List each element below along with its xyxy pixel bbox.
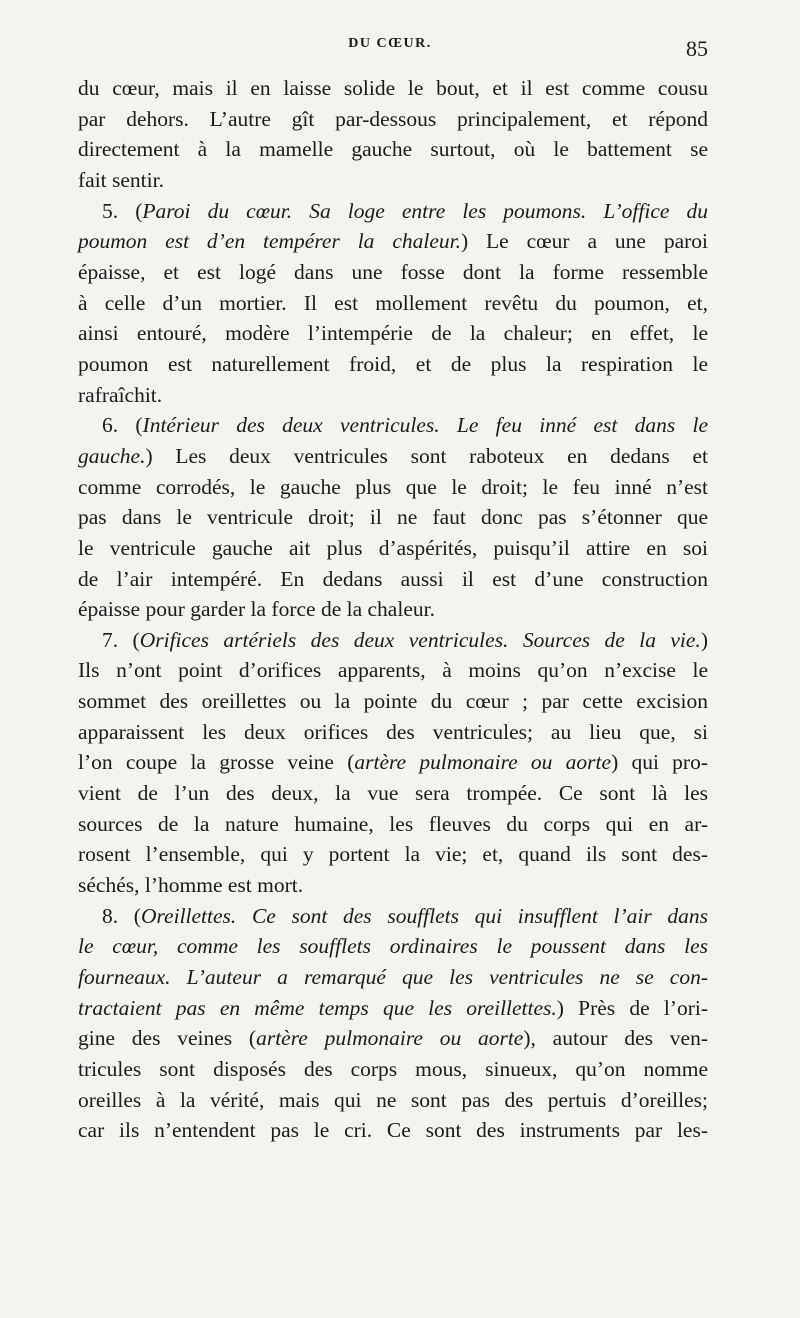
paragraph [78, 410, 708, 625]
text-line [78, 134, 708, 165]
text: gine des veines ( [78, 1026, 257, 1051]
text-line [78, 962, 708, 993]
text-line [78, 778, 708, 809]
text: épaisse, et est logé dans une fosse dont la forme ressemble [78, 259, 708, 284]
running-head [0, 36, 800, 66]
text-line [78, 226, 708, 257]
text: de l’air intempéré. En dedans aussi il est d’une construction [78, 566, 708, 591]
text-line [78, 1054, 708, 1085]
text-line [78, 472, 708, 503]
text-line [78, 870, 708, 901]
text-line [78, 196, 708, 227]
paragraph [78, 73, 708, 196]
italic-text: fourneaux. L’auteur a remarqué que les ventricules ne se con- [78, 965, 708, 990]
text-line [78, 839, 708, 870]
running-title: DU CŒUR. [348, 36, 432, 51]
italic-text: artère pulmonaire ou aorte [354, 750, 612, 775]
text: 6. ( [102, 413, 143, 438]
page-number: 85 [686, 36, 708, 61]
paragraph [78, 901, 708, 1146]
text: par dehors. L’autre gît par-dessous principalement, et répond [78, 106, 708, 131]
text: ) qui pro- [611, 750, 709, 775]
text-line [78, 288, 708, 319]
italic-text: gauche. [78, 443, 146, 468]
text: épaisse pour garder la force de la chaleur. [78, 597, 435, 622]
text: 7. ( [102, 627, 140, 652]
text-line [78, 625, 708, 656]
text-line [78, 747, 708, 778]
text-line [78, 73, 708, 104]
text-line [78, 1023, 708, 1054]
italic-text: Oreillettes. Ce sont des soufflets qui insufflent l’air dans [140, 903, 708, 928]
text-line [78, 686, 708, 717]
text: sources de la nature humaine, les fleuves du corps qui en ar- [78, 811, 708, 836]
paragraph [78, 196, 708, 411]
text: tricules sont disposés des corps mous, sinueux, qu’on nomme [78, 1057, 708, 1081]
text: ) [700, 627, 708, 652]
text-line [78, 901, 708, 932]
text: ), autour des ven- [523, 1026, 708, 1051]
text-line [78, 717, 708, 748]
text-line [78, 1115, 708, 1146]
paragraph [78, 625, 708, 901]
italic-text: le cœur, comme les soufflets ordinaires le poussent dans les [78, 934, 708, 959]
text-line [78, 655, 708, 686]
italic-text: Intérieur des deux ventricules. Le feu inné est dans le [142, 413, 708, 438]
text: le ventricule gauche ait plus d’aspérités, puisqu’il attire en soi [78, 535, 708, 560]
text: ) Les deux ventricules sont raboteux en dedans et [145, 443, 708, 468]
text-line [78, 993, 708, 1024]
text: rosent l’ensemble, qui y portent la vie; et, quand ils sont des- [78, 842, 708, 867]
text-line [78, 564, 708, 595]
text-line [78, 410, 708, 441]
text: apparaissent les deux orifices des ventricules; au lieu que, si [78, 719, 708, 744]
body-text [78, 73, 708, 1146]
text: l’on coupe la grosse veine ( [78, 750, 355, 775]
text: 5. ( [102, 198, 143, 223]
text: poumon est naturellement froid, et de plus la respiration le [78, 351, 708, 376]
text: pas dans le ventricule droit; il ne faut donc pas s’étonner que [78, 505, 708, 530]
text-line [78, 104, 708, 135]
text-line [78, 441, 708, 472]
text: rafraîchit. [78, 382, 163, 407]
text: vient de l’un des deux, la vue sera trompée. Ce sont là les [78, 781, 708, 806]
text: oreilles à la vérité, mais qui ne sont pas des pertuis d’oreilles; [78, 1087, 708, 1112]
text: Ils n’ont point d’orifices apparents, à moins qu’on n’excise le [78, 658, 708, 683]
text: à celle d’un mortier. Il est mollement revêtu du poumon, et, [78, 290, 708, 315]
text: 8. ( [102, 903, 141, 928]
text-line [78, 380, 708, 411]
italic-text: Paroi du cœur. Sa loge entre les poumons. L’office du [142, 198, 708, 223]
italic-text: poumon est d’en tempérer la chaleur. [78, 229, 461, 254]
italic-text: Orifices artériels des deux ventricules. Sources de la vie. [139, 627, 701, 652]
text-line [78, 809, 708, 840]
text: séchés, l’homme est mort. [78, 873, 304, 898]
text: ) Près de l’ori- [556, 995, 708, 1020]
text-line [78, 931, 708, 962]
text: comme corrodés, le gauche plus que le droit; le feu inné n’est [78, 474, 708, 499]
text-line [78, 165, 708, 196]
text: fait sentir. [78, 167, 164, 192]
text-line [78, 594, 708, 625]
text-line [78, 1085, 708, 1116]
text: directement à la mamelle gauche surtout, où le battement se [78, 137, 708, 162]
text-line [78, 502, 708, 533]
text-line [78, 257, 708, 288]
text: ) Le cœur a une paroi [461, 229, 708, 254]
italic-text: artère pulmonaire ou aorte [256, 1026, 524, 1051]
text-line [78, 349, 708, 380]
italic-text: tractaient pas en même temps que les oreillettes. [78, 995, 557, 1020]
text: ainsi entouré, modère l’intempérie de la chaleur; en effet, le [78, 321, 708, 346]
text: du cœur, mais il en laisse solide le bout, et il est comme cousu [78, 76, 708, 100]
text-line [78, 318, 708, 349]
text-line [78, 533, 708, 564]
text: car ils n’entendent pas le cri. Ce sont des instruments par les- [78, 1118, 708, 1143]
text: sommet des oreillettes ou la pointe du cœur ; par cette excision [78, 689, 708, 714]
